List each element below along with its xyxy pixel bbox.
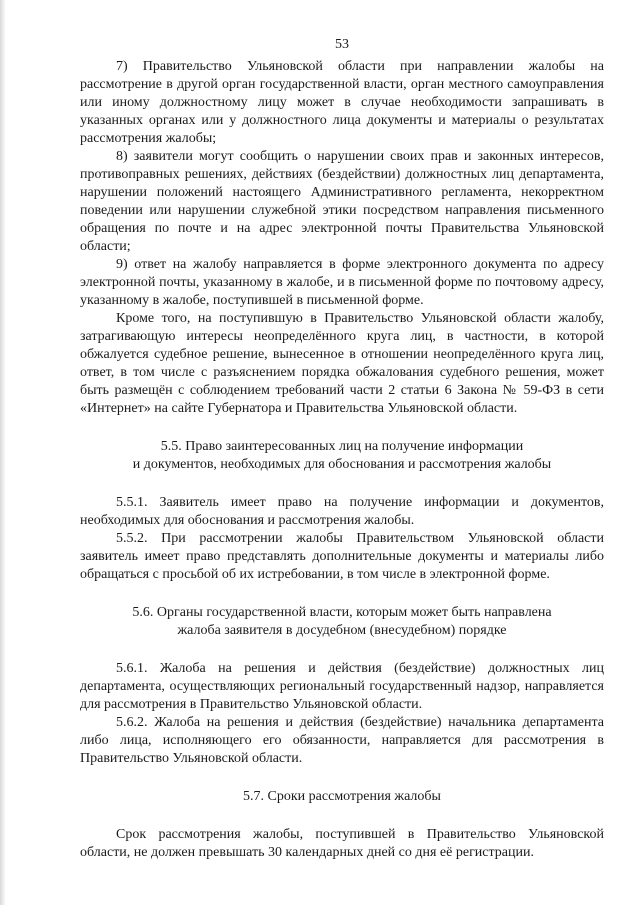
page-number: 53 <box>335 37 349 52</box>
scan-edge-shadow <box>0 0 6 905</box>
paragraph-item-9: 9) ответ на жалобу направляется в форме электронного документа по адресу электронной почты, указанному в жалобе, и в письменной форме по почтовому адресу, указанному в жалобе, поступившей в письменной форме. <box>80 257 604 308</box>
paragraph-5-6-2: 5.6.2. Жалоба на решения и действия (бездействие) начальника департамента либо лица, исполняющего его обязанности, направляется для рассмотрения в Правительство Ульяновской области. <box>80 715 604 766</box>
section-5-6-heading <box>80 604 604 640</box>
section-5-5-heading <box>80 438 604 474</box>
section-5-7-heading: 5.7. Сроки рассмотрения жалобы <box>243 789 441 804</box>
document-page <box>80 36 604 862</box>
paragraph-additional: Кроме того, на поступившую в Правительство Ульяновской области жалобу, затрагивающую интересы неопределённого круга лиц, в частности, в которой обжалуется судебное решение, вынесенное в отношении неопределённого круга лиц, ответ, в том числе с разъяснением порядка обжалования судебного решения, может быть размещён с соблюдением требований части 2 статьи 6 Закона № 59-ФЗ в сети «Интернет» на сайте Губернатора и Правительства Ульяновской области. <box>80 311 604 416</box>
section-5-5-heading-line1: 5.5. Право заинтересованных лиц на получение информации <box>160 439 524 454</box>
section-5-6-heading-line1: 5.6. Органы государственной власти, которым может быть направлена <box>132 605 552 620</box>
paragraph-5-5-2: 5.5.2. При рассмотрении жалобы Правительством Ульяновской области заявитель имеет право представлять дополнительные документы и материалы либо обращаться с просьбой об их истребовании, в том числе в электронной форме. <box>80 531 604 582</box>
paragraph-5-5-1: 5.5.1. Заявитель имеет право на получение информации и документов, необходимых для обоснования и рассмотрения жалобы. <box>80 495 604 528</box>
paragraph-5-6-1: 5.6.1. Жалоба на решения и действия (бездействие) должностных лиц департамента, осуществляющих региональный государственный надзор, направляется для рассмотрения в Правительство Ульяновской области. <box>80 661 604 712</box>
section-5-5-heading-line2: и документов, необходимых для обоснования и рассмотрения жалобы <box>132 457 552 472</box>
paragraph-5-7-1: Срок рассмотрения жалобы, поступившей в Правительство Ульяновской области, не должен превышать 30 календарных дней со дня её регистрации. <box>80 827 604 860</box>
section-5-6-heading-line2: жалоба заявителя в досудебном (внесудебном) порядке <box>177 623 507 638</box>
paragraph-item-8: 8) заявители могут сообщить о нарушении своих прав и законных интересов, противоправных решениях, действиях (бездействии) должностных лиц департамента, нарушении положений настоящего Административного регламента, некорректном поведении или нарушении служебной этики посредством направления письменного обращения по почте и на адрес электронной почты Правительства Ульяновской области; <box>80 149 604 254</box>
paragraph-item-7: 7) Правительство Ульяновской области при направлении жалобы на рассмотрение в другой орган государственной власти, орган местного самоуправления или иному должностному лицу может в случае необходимости запрашивать в указанных органах или у должностного лица документы и материалы о результатах рассмотрения жалобы; <box>80 59 604 146</box>
